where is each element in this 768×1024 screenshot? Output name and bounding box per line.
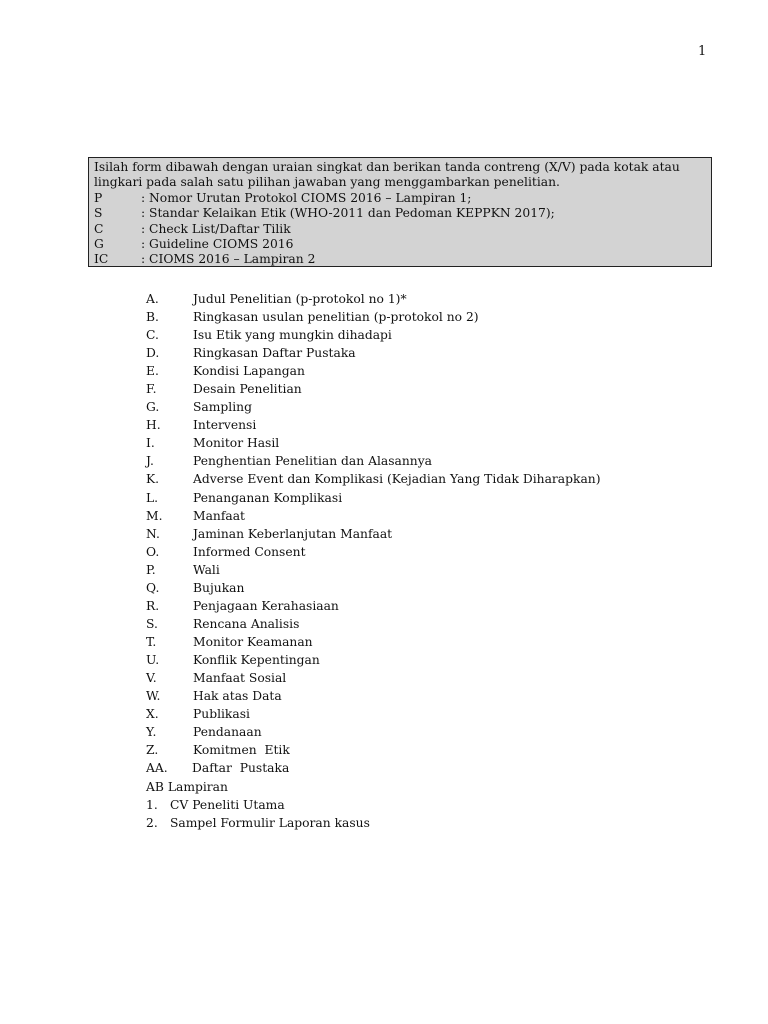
list-item — [146, 633, 706, 651]
item-text: Ringkasan Daftar Pustaka — [193, 346, 356, 361]
legend-key: C — [94, 221, 104, 236]
list-item — [146, 705, 706, 723]
item-letter: D. — [146, 346, 160, 361]
item-text: Monitor Hasil — [193, 436, 280, 451]
item-letter: M. — [146, 508, 163, 523]
list-item — [146, 687, 706, 705]
list-item — [146, 507, 706, 525]
list-item — [146, 525, 706, 543]
attachments-heading: AB Lampiran — [146, 779, 228, 794]
list-item — [146, 615, 706, 633]
legend-key: G — [94, 237, 104, 252]
list-item — [146, 543, 706, 561]
item-letter: T. — [146, 634, 157, 649]
item-letter: N. — [146, 526, 160, 541]
list-item — [146, 561, 706, 579]
item-text: Bujukan — [193, 580, 245, 595]
item-text: Jaminan Keberlanjutan Manfaat — [193, 526, 393, 541]
list-item — [146, 669, 706, 687]
item-text: Publikasi — [193, 707, 250, 722]
item-letter: G. — [146, 400, 160, 415]
item-text: Desain Penelitian — [193, 382, 302, 397]
item-letter: O. — [146, 544, 160, 559]
item-letter: Q. — [146, 580, 160, 595]
item-letter: H. — [146, 418, 161, 433]
item-text: Monitor Keamanan — [193, 634, 313, 649]
legend-row — [94, 222, 706, 237]
item-text: Penanganan Komplikasi — [193, 490, 343, 505]
page-number: 1 — [698, 44, 707, 59]
legend-key: S — [94, 206, 103, 221]
item-letter: W. — [146, 689, 161, 704]
instructions-box — [88, 157, 712, 267]
list-item — [146, 434, 706, 452]
item-letter: J. — [146, 454, 154, 469]
item-text: Sampling — [193, 400, 252, 415]
legend-desc: : Standar Kelaikan Etik (WHO-2011 dan Pedoman KEPPKN 2017); — [141, 206, 555, 221]
list-item — [146, 651, 706, 669]
item-text: Informed Consent — [193, 544, 306, 559]
item-text: Komitmen Etik — [193, 743, 290, 758]
item-text: Pendanaan — [193, 725, 262, 740]
item-letter: F. — [146, 382, 157, 397]
item-letter: L. — [146, 490, 159, 505]
list-item — [146, 489, 706, 507]
item-letter: Y. — [146, 725, 157, 740]
item-letter: P. — [146, 562, 156, 577]
item-text: Ringkasan usulan penelitian (p-protokol no 2) — [193, 310, 479, 325]
legend-row — [94, 191, 706, 206]
item-letter: A. — [146, 292, 159, 307]
item-text: Adverse Event dan Komplikasi (Kejadian Yang Tidak Diharapkan) — [193, 472, 601, 487]
item-letter: I. — [146, 436, 155, 451]
list-item — [146, 398, 706, 416]
item-text: Kondisi Lapangan — [193, 364, 305, 379]
item-letter: X. — [146, 707, 159, 722]
legend-row — [94, 252, 706, 267]
legend-row — [94, 237, 706, 252]
legend-desc: : Nomor Urutan Protokol CIOMS 2016 – Lampiran 1; — [141, 190, 472, 205]
item-text: Isu Etik yang mungkin dihadapi — [193, 328, 392, 343]
item-letter: Z. — [146, 743, 159, 758]
item-letter: AA. — [146, 761, 168, 776]
item-text: Daftar Pustaka — [192, 761, 290, 776]
attachment-item — [146, 796, 706, 814]
item-letter: U. — [146, 652, 160, 667]
item-letter: K. — [146, 472, 160, 487]
attachment-item — [146, 814, 706, 832]
item-text: Penghentian Penelitian dan Alasannya — [193, 454, 432, 469]
attachment-text: Sampel Formulir Laporan kasus — [170, 816, 370, 831]
list-item — [146, 579, 706, 597]
list-item — [146, 741, 706, 759]
section-list — [146, 290, 706, 832]
item-text: Wali — [193, 562, 220, 577]
item-letter: S. — [146, 616, 158, 631]
item-letter: R. — [146, 598, 160, 613]
attachment-number: 2. — [146, 816, 158, 831]
list-item — [146, 452, 706, 470]
list-item — [146, 380, 706, 398]
legend-desc: : Check List/Daftar Tilik — [141, 221, 291, 236]
list-item — [146, 759, 706, 777]
attachment-text: CV Peneliti Utama — [170, 797, 285, 812]
attachment-number: 1. — [146, 797, 158, 812]
item-text: Penjagaan Kerahasiaan — [193, 598, 339, 613]
instructions-intro: Isilah form dibawah dengan uraian singkat dan berikan tanda contreng (X/V) pada kotak atau lingkari pada salah satu pilihan jawaban yang menggambarkan penelitian. — [94, 160, 680, 190]
list-item — [146, 470, 706, 488]
item-letter: V. — [146, 671, 157, 685]
item-text: Rencana Analisis — [193, 616, 300, 631]
legend-key: P — [94, 190, 103, 205]
item-text: Manfaat Sosial — [193, 671, 287, 685]
list-item — [146, 723, 706, 741]
item-letter: B. — [146, 310, 159, 325]
item-text: Intervensi — [193, 418, 257, 433]
list-item — [146, 290, 706, 308]
legend-key: IC — [94, 252, 109, 267]
list-item — [146, 362, 706, 380]
list-item — [146, 326, 706, 344]
legend-desc: : Guideline CIOMS 2016 — [141, 237, 294, 252]
item-text: Konflik Kepentingan — [193, 652, 320, 667]
item-text: Judul Penelitian (p-protokol no 1)* — [193, 292, 407, 307]
list-item — [146, 308, 706, 326]
list-item — [146, 597, 706, 615]
list-item — [146, 416, 706, 434]
list-item — [146, 344, 706, 362]
legend-row — [94, 206, 706, 221]
item-text: Hak atas Data — [193, 689, 282, 704]
item-letter: E. — [146, 364, 159, 379]
item-letter: C. — [146, 328, 159, 343]
legend-desc: : CIOMS 2016 – Lampiran 2 — [141, 252, 316, 267]
item-text: Manfaat — [193, 508, 245, 523]
